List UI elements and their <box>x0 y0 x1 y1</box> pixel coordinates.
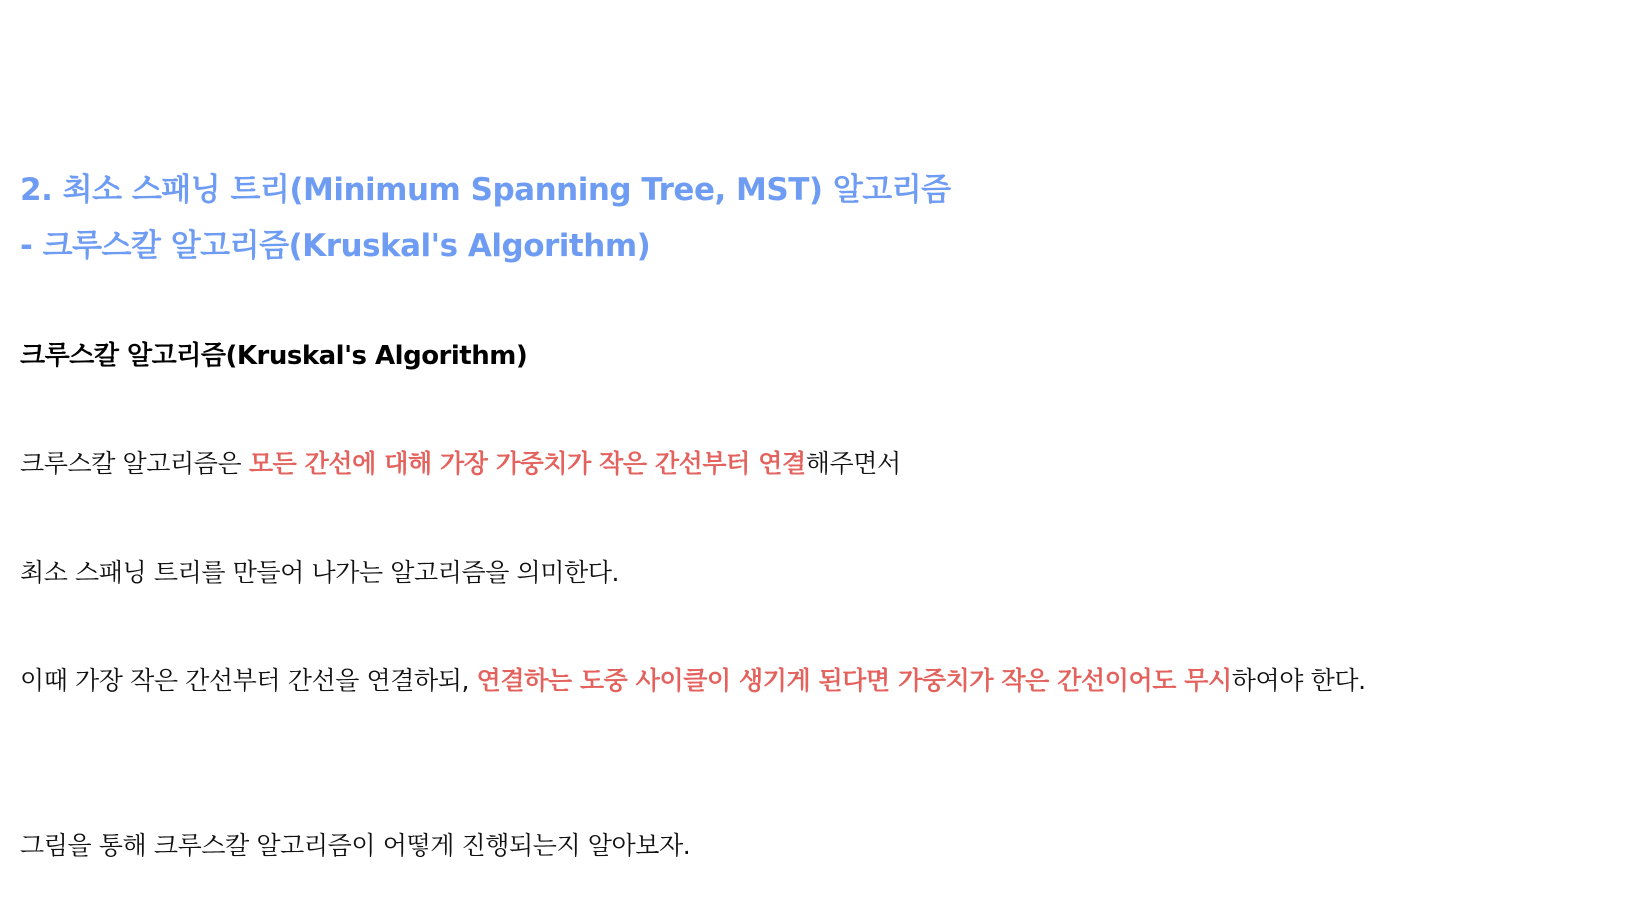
paragraph-1-tail: 해주면서 <box>805 449 901 478</box>
paragraph-3-tail: 하여야 한다. <box>1231 666 1366 695</box>
paragraph-2: 최소 스패닝 트리를 만들어 나가는 알고리즘을 의미한다. <box>20 558 620 587</box>
paragraph-3-highlight: 연결하는 도중 사이클이 생기게 된다면 가중치가 작은 간선이어도 무시 <box>476 666 1232 695</box>
subtitle: 크루스칼 알고리즘(Kruskal's Algorithm) <box>20 341 528 371</box>
paragraph-3-text: 이때 가장 작은 간선부터 간선을 연결하되, <box>20 666 477 695</box>
paragraph-4: 그림을 통해 크루스칼 알고리즘이 어떻게 진행되는지 알아보자. <box>20 831 691 860</box>
section-heading-line-2: - 크루스칼 알고리즘(Kruskal's Algorithm) <box>20 228 651 264</box>
paragraph-1 <box>20 447 901 481</box>
section-heading <box>20 162 951 274</box>
section-heading-line-1: 2. 최소 스패닝 트리(Minimum Spanning Tree, MST) 알고리즘 <box>20 172 951 208</box>
paragraph-3 <box>20 664 1366 698</box>
paragraph-1-text: 크루스칼 알고리즘은 <box>20 449 249 478</box>
paragraph-1-highlight: 모든 간선에 대해 가장 가중치가 작은 간선부터 연결 <box>248 449 806 478</box>
